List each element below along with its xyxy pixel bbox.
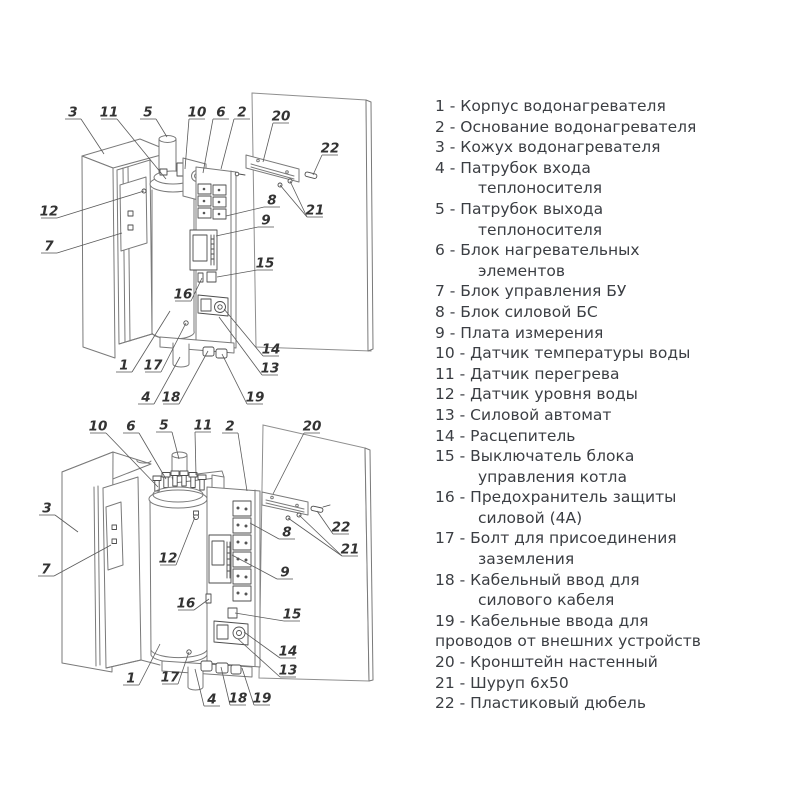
legend-line: силового кабеля <box>478 591 615 610</box>
callout-number: 14 <box>261 341 281 358</box>
callout-number: 9 <box>261 212 271 229</box>
callout-leader <box>290 181 307 217</box>
callout-leader <box>81 119 104 154</box>
legend-item <box>435 426 789 447</box>
legend-line: теплоносителя <box>478 179 603 198</box>
callout-number: 10 <box>187 104 207 121</box>
callout-number: 14 <box>278 643 298 660</box>
callout-number: 8 <box>282 524 292 541</box>
circuit-breaker <box>214 621 248 645</box>
callout-leader <box>280 185 307 217</box>
legend-item <box>435 570 789 611</box>
callout-number: 12 <box>39 203 59 220</box>
legend-item <box>435 302 789 323</box>
callout-number: 5 <box>159 417 169 434</box>
callout-number: 17 <box>160 669 180 686</box>
inlet-pipe <box>173 343 189 367</box>
legend-item <box>435 117 789 138</box>
legend-line: 22 - Пластиковый дюбель <box>435 694 646 713</box>
legend-item <box>435 446 789 487</box>
legend-line: 8 - Блок силовой БС <box>435 302 598 321</box>
callout-number: 8 <box>267 192 277 209</box>
plastic-dowel <box>305 172 318 179</box>
callout-number: 17 <box>143 357 163 374</box>
callout-leader <box>139 433 166 479</box>
legend-line: 4 - Патрубок входа <box>435 158 591 177</box>
measuring-board <box>209 535 231 583</box>
legend-item <box>435 240 789 281</box>
legend-line: 15 - Выключатель блока <box>435 447 635 466</box>
legend-line: 13 - Силовой автомат <box>435 405 612 424</box>
legend-item <box>435 137 789 158</box>
callout-number: 20 <box>271 108 291 125</box>
callout-number: 11 <box>99 104 119 121</box>
base-panel <box>162 487 260 690</box>
control-unit-panel <box>120 177 147 251</box>
control-switch <box>207 272 216 282</box>
callout-number: 6 <box>216 104 226 121</box>
callout-leader <box>317 511 333 534</box>
circuit-breaker <box>198 295 228 316</box>
callout-number: 21 <box>305 202 325 219</box>
callout-number: 5 <box>143 104 153 121</box>
legend-item <box>435 528 789 569</box>
legend-line: 19 - Кабельные ввода для <box>435 611 649 630</box>
callout-leader <box>221 119 234 169</box>
legend-line: 1 - Корпус водонагревателя <box>435 97 666 115</box>
callout-number: 15 <box>255 255 275 272</box>
legend-line: 21 - Шуруп 6х50 <box>435 673 569 692</box>
legend-line: 17 - Болт для присоединения <box>435 529 677 548</box>
callout-number: 2 <box>225 418 235 435</box>
callout-number: 4 <box>141 389 151 406</box>
callout-leader <box>203 119 213 173</box>
callout-number: 1 <box>126 670 136 687</box>
callout-leader <box>195 432 196 475</box>
legend-item <box>435 364 789 385</box>
callout-leader <box>263 123 273 162</box>
legend-line: 10 - Датчик температуры воды <box>435 344 691 363</box>
legend-item <box>435 343 789 364</box>
legend-line: управления котла <box>478 467 627 486</box>
callout-number: 4 <box>207 691 217 708</box>
wall-bracket <box>262 492 330 520</box>
legend-line: теплоносителя <box>478 220 603 239</box>
legend-line: 3 - Кожух водонагревателя <box>435 138 661 157</box>
legend-item <box>435 693 789 714</box>
callout-number: 1 <box>119 357 129 374</box>
callout-leader <box>156 119 167 137</box>
legend-line: 18 - Кабельный ввод для <box>435 570 640 589</box>
callout-number: 6 <box>126 418 136 435</box>
callout-number: 12 <box>158 550 178 567</box>
callout-leader <box>273 433 304 494</box>
wall-bracket <box>235 155 317 187</box>
callout-number: 13 <box>260 360 280 377</box>
callout-number: 16 <box>173 286 193 303</box>
measuring-board <box>190 230 217 270</box>
callout-leader <box>313 155 322 175</box>
fuse <box>206 594 211 603</box>
callout-number: 10 <box>88 418 108 435</box>
callout-leader <box>238 433 247 491</box>
callout-number: 19 <box>252 690 272 707</box>
legend-item <box>435 281 789 302</box>
callout-number: 9 <box>280 564 290 581</box>
legend-line: элементов <box>478 261 565 280</box>
diagram-bottom <box>0 415 440 755</box>
callout-number: 3 <box>68 104 78 121</box>
legend-item <box>435 199 789 240</box>
callout-number: 2 <box>237 104 247 121</box>
legend-line: 7 - Блок управления БУ <box>435 282 627 301</box>
screws <box>286 513 301 520</box>
legend-line: 12 - Датчик уровня воды <box>435 385 638 404</box>
legend-item <box>435 611 789 652</box>
callout-number: 18 <box>228 690 248 707</box>
legend-item <box>435 323 789 344</box>
control-unit-panel <box>106 502 123 570</box>
callout-leader <box>222 354 247 404</box>
legend-line: 9 - Плата измерения <box>435 323 604 342</box>
legend-line: силовой (4А) <box>478 508 583 527</box>
legend-item <box>435 384 789 405</box>
legend-item <box>435 158 789 199</box>
callout-leader <box>176 517 195 565</box>
legend-line: 14 - Расцепитель <box>435 426 576 445</box>
legend-item <box>435 405 789 426</box>
legend-line: 20 - Кронштейн настенный <box>435 653 658 672</box>
legend-line: 5 - Патрубок выхода <box>435 199 604 218</box>
base-panel <box>160 167 236 367</box>
callout-number: 20 <box>302 418 322 435</box>
callout-number: 7 <box>41 561 51 578</box>
legend-line: 11 - Датчик перегрева <box>435 364 620 383</box>
legend-item <box>435 652 789 673</box>
legend-line: заземления <box>478 550 575 569</box>
legend-item <box>435 96 789 117</box>
callout-number: 11 <box>193 417 213 434</box>
legend-line: проводов от внешних устройств <box>435 632 701 651</box>
callout-number: 21 <box>340 541 360 558</box>
callout-number: 15 <box>282 606 302 623</box>
legend-item <box>435 673 789 694</box>
legend-line: 6 - Блок нагревательных <box>435 241 640 260</box>
callout-number: 7 <box>44 238 54 255</box>
callout-number: 22 <box>331 519 351 536</box>
callout-number: 18 <box>161 389 181 406</box>
diagram-top <box>0 85 440 415</box>
legend <box>435 96 789 714</box>
legend-line: 2 - Основание водонагревателя <box>435 117 697 136</box>
plastic-dowel <box>311 505 330 513</box>
callout-number: 22 <box>320 140 340 157</box>
callout-number: 19 <box>245 389 265 406</box>
callout-number: 16 <box>176 595 196 612</box>
callout-number: 3 <box>42 500 52 517</box>
legend-line: 16 - Предохранитель защиты <box>435 488 677 507</box>
callout-number: 13 <box>278 662 298 679</box>
casing <box>62 452 160 672</box>
legend-item <box>435 487 789 528</box>
